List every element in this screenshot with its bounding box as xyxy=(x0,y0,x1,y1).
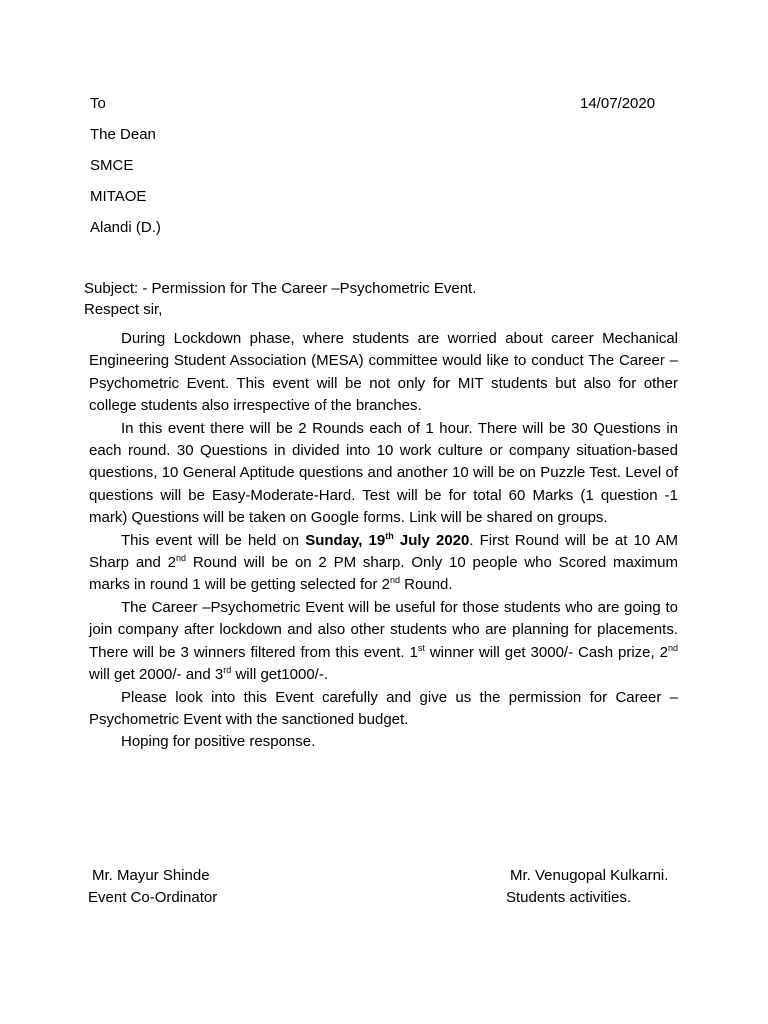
signatory-left-role: Event Co-Ordinator xyxy=(88,889,218,906)
paragraph-schedule: This event will be held on Sunday, 19th July 2020. First Round will be at 10 AM Sharp and 2nd Round will be on 2 PM sharp. Only 10 people who Scored maximum marks in round 1 will be getting selected for 2nd Round. xyxy=(89,530,678,594)
recipient-location: Alandi (D.) xyxy=(90,219,161,236)
signatory-left-name: Mr. Mayur Shinde xyxy=(92,867,210,884)
letter-date: 14/07/2020 xyxy=(580,95,656,112)
to-line: To xyxy=(90,95,106,112)
letter-body xyxy=(89,328,678,754)
paragraph-prizes: The Career –Psychometric Event will be useful for those students who are going to join company after lockdown and also other students who are planning for placements. There will be 3 winners filtered from this event. 1st winner will get 3000/- Cash prize, 2nd will get 2000/- and 3rd will get1000/-. xyxy=(89,598,678,684)
event-date: Sunday, 19th July 2020 xyxy=(305,530,470,549)
salutation: Respect sir, xyxy=(84,301,163,318)
recipient-title: The Dean xyxy=(90,126,156,143)
recipient-institute: MITAOE xyxy=(90,188,147,205)
signatory-right-name: Mr. Venugopal Kulkarni. xyxy=(510,867,669,884)
recipient-school: SMCE xyxy=(90,157,134,174)
subject-line: Subject: - Permission for The Career –Psychometric Event. xyxy=(84,280,477,297)
signatory-right-role: Students activities. xyxy=(506,889,632,906)
paragraph-rounds: In this event there will be 2 Rounds each of 1 hour. There will be 30 Questions in each round. 30 Questions in divided into 10 work culture or company situation-based questions, 10 General Aptitude questions and another 10 will be on Puzzle Test. Level of questions will be Easy-Moderate-Hard. Test will be for total 60 Marks (1 question -1 mark) Questions will be taken on Google forms. Link will be shared on groups. xyxy=(89,419,678,527)
paragraph-closing: Hoping for positive response. xyxy=(121,733,316,751)
paragraph-request: Please look into this Event carefully and give us the permission for Career –Psychometric Event with the sanctioned budget. xyxy=(89,688,678,728)
paragraph-intro: During Lockdown phase, where students are worried about career Mechanical Engineering Student Association (MESA) committee would like to conduct The Career –Psychometric Event. This event will be not only for MIT students but also for other college students also irrespective of the branches. xyxy=(89,330,678,415)
